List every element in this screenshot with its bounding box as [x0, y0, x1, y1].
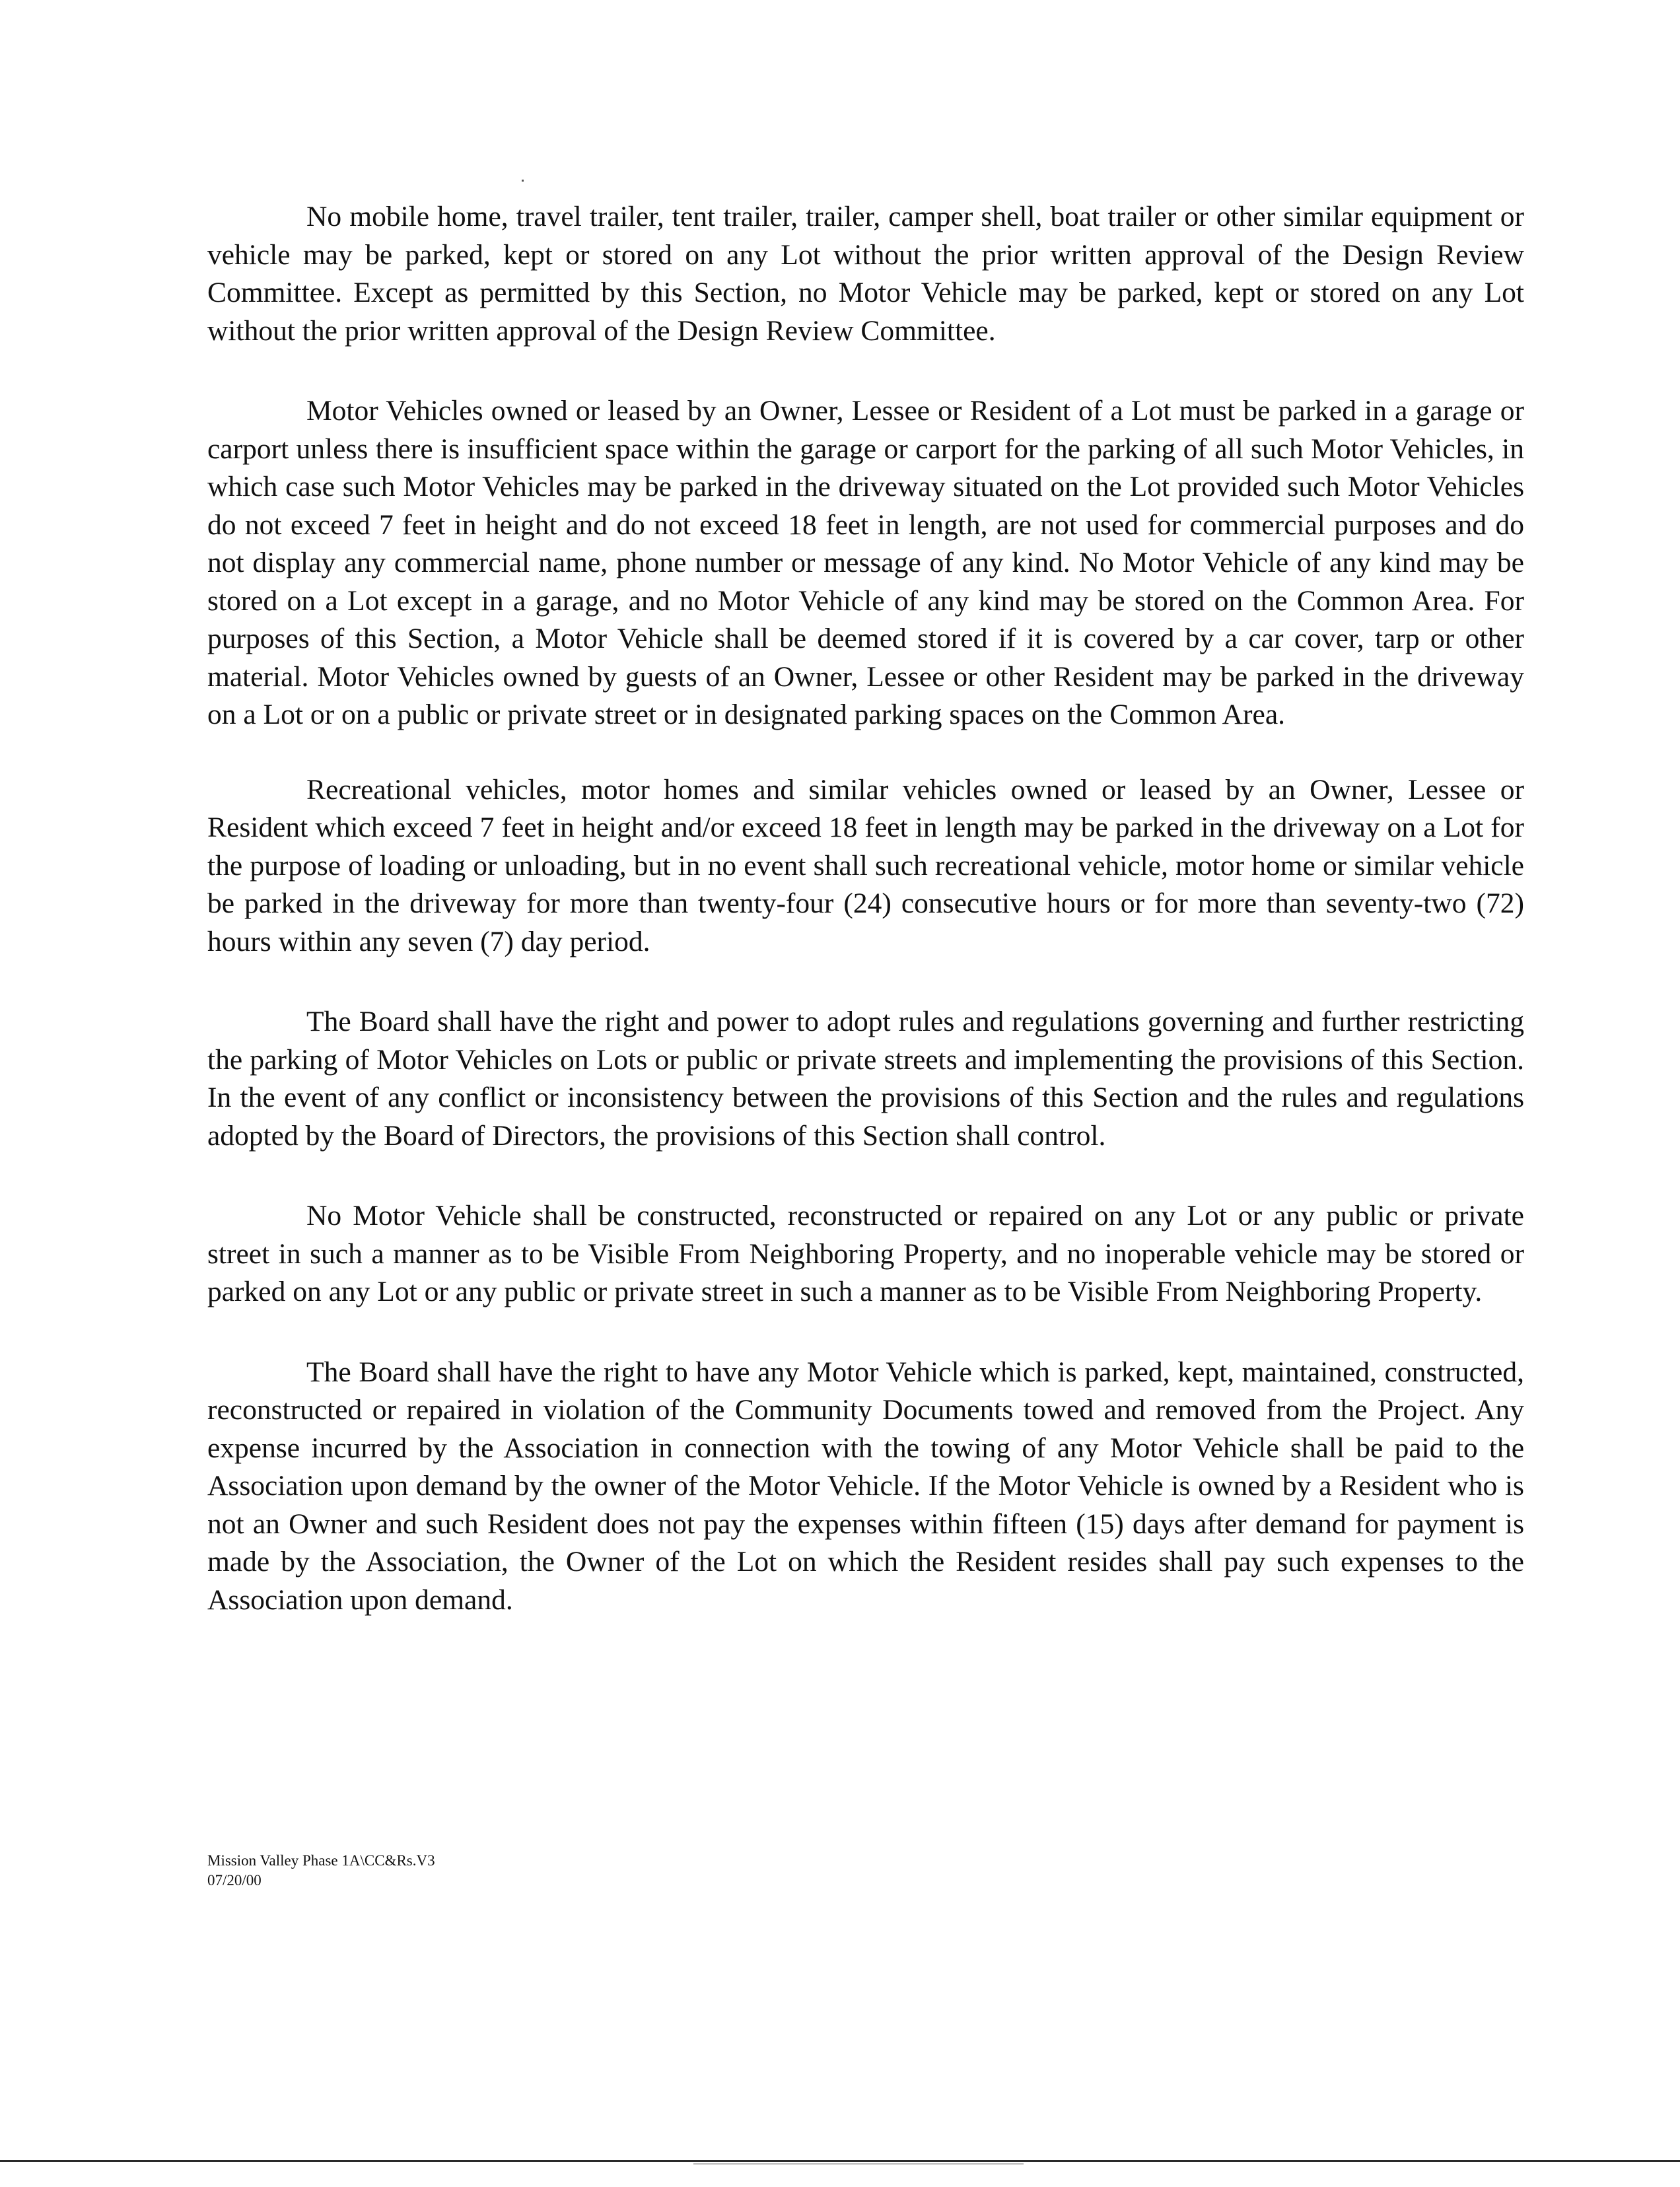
bottom-scan-line: [0, 2160, 1680, 2162]
footer-file-reference: Mission Valley Phase 1A\CC&Rs.V3: [207, 1852, 435, 1869]
bottom-scan-line-faint: [693, 2163, 1024, 2165]
footer-date: 07/20/00: [207, 1872, 262, 1889]
paragraph-restricted-vehicles: No mobile home, travel trailer, tent trailer, trailer, camper shell, boat trailer or other similar equipment or vehicle may be parked, kept or stored on any Lot without the prior written approval of the Design Review Committee. Except as permitted by this Section, no Motor Vehicle may be parked, kept or stored on any Lot without the prior written approval of the Design Review Committee.: [207, 201, 1524, 347]
paragraph-recreational-vehicles: Recreational vehicles, motor homes and similar vehicles owned or leased by an Owner, Lessee or Resident which exceed 7 feet in height and/or exceed 18 feet in length may be parked in the driveway on a Lot for the purpose of loading or unloading, but in no event shall such recreational vehicle, motor home or similar vehicle be parked in the driveway for more than twenty-four (24) consecutive hours or for more than seventy-two (72) hours within any seven (7) day period.: [207, 773, 1524, 957]
document-body: [207, 198, 1524, 1661]
scan-speck: [522, 180, 524, 182]
paragraph-board-rules: The Board shall have the right and power to adopt rules and regulations governing and further restricting the parking of Motor Vehicles on Lots or public or private streets and implementing the provisions of this Section. In the event of any conflict or inconsistency between the provisions of this Section and the rules and regulations adopted by the Board of Directors, the provisions of this Section shall control.: [207, 1006, 1524, 1152]
document-footer: [207, 1851, 435, 1891]
paragraph-vehicle-repairs: No Motor Vehicle shall be constructed, reconstructed or repaired on any Lot or any public or private street in such a manner as to be Visible From Neighboring Property, and no inoperable vehicle may be stored or parked on any Lot or any public or private street in such a manner as to be Visible From Neighboring Property.: [207, 1200, 1524, 1307]
paragraph-motor-vehicle-parking: Motor Vehicles owned or leased by an Owner, Lessee or Resident of a Lot must be parked in a garage or carport unless there is insufficient space within the garage or carport for the parking of all such Motor Vehicles, in which case such Motor Vehicles may be parked in the driveway situated on the Lot provided such Motor Vehicles do not exceed 7 feet in height and do not exceed 18 feet in length, are not used for commercial purposes and do not display any commercial name, phone number or message of any kind. No Motor Vehicle of any kind may be stored on a Lot except in a garage, and no Motor Vehicle of any kind may be stored on the Common Area. For purposes of this Section, a Motor Vehicle shall be deemed stored if it is covered by a car cover, tarp or other material. Motor Vehicles owned by guests of an Owner, Lessee or other Resident may be parked in the driveway on a Lot or on a public or private street or in designated parking spaces on the Common Area.: [207, 395, 1524, 730]
paragraph-towing: The Board shall have the right to have any Motor Vehicle which is parked, kept, maintained, constructed, reconstructed or repaired in violation of the Community Documents towed and removed from the Project. Any expense incurred by the Association in connection with the towing of any Motor Vehicle shall be paid to the Association upon demand by the owner of the Motor Vehicle. If the Motor Vehicle is owned by a Resident who is not an Owner and such Resident does not pay the expenses within fifteen (15) days after demand for payment is made by the Association, the Owner of the Lot on which the Resident resides shall pay such expenses to the Association upon demand.: [207, 1356, 1524, 1616]
